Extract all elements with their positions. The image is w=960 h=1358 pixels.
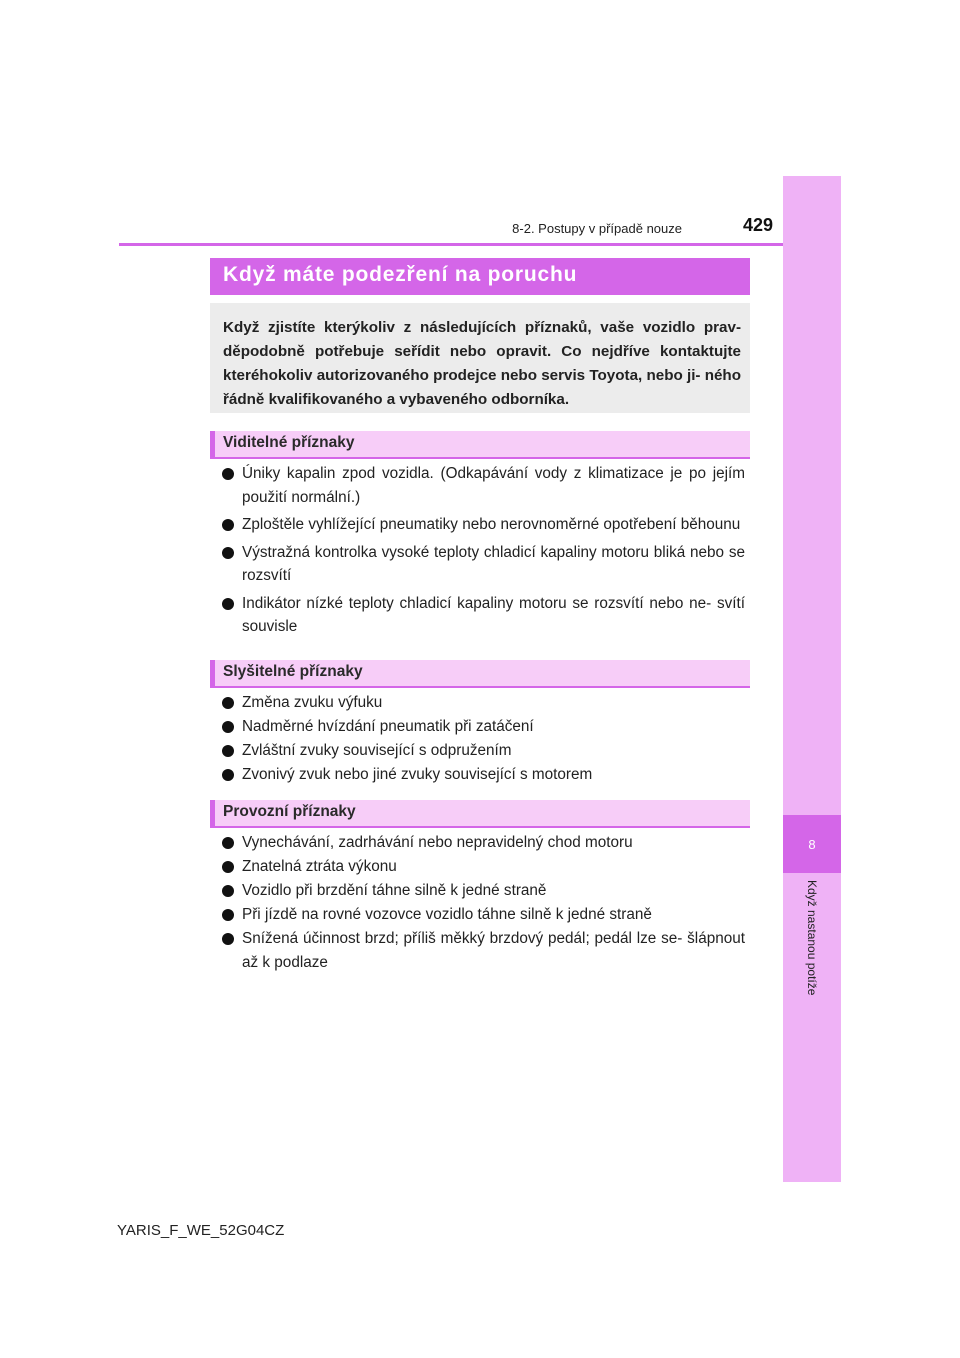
section-heading-label: Provozní příznaky: [223, 803, 356, 820]
list-item: Změna zvuku výfuku: [222, 691, 745, 715]
section-heading-audible: [210, 660, 750, 688]
chapter-title: Když nastanou potíže: [805, 880, 819, 996]
list-item: Výstražná kontrolka vysoké teploty chladicí kapaliny motoru bliká nebo se rozsvítí: [222, 541, 745, 588]
symptom-list-operational: [222, 831, 745, 974]
section-heading-visible: [210, 431, 750, 459]
bullet-icon: [222, 885, 234, 897]
header-section-title: 8-2. Postupy v případě nouze: [512, 221, 682, 236]
bullet-icon: [222, 598, 234, 610]
symptom-list-audible: [222, 691, 745, 787]
section-heading-label: Viditelné příznaky: [223, 434, 355, 451]
page-title-bar: [210, 258, 750, 295]
list-item: Zvláštní zvuky související s odpružením: [222, 739, 745, 763]
intro-text: Když zjistíte kterýkoliv z následujících příznaků, vaše vozidlo prav- děpodobně potřebuje seřídit nebo opravit. Co nejdříve kontaktujte kteréhokoliv autorizovaného prodejce nebo servis Toyota, nebo ji- ného řádně kvalifikovaného a vybaveného odborníka.: [223, 319, 741, 408]
page-title: Když máte podezření na poruchu: [223, 263, 578, 286]
bullet-icon: [222, 468, 234, 480]
page-number: 429: [742, 215, 773, 235]
list-item: Zvonivý zvuk nebo jiné zvuky související s motorem: [222, 763, 745, 787]
bullet-icon: [222, 909, 234, 921]
chapter-side-tab: [783, 176, 841, 1182]
list-item: Snížená účinnost brzd; příliš měkký brzdový pedál; pedál lze se- šlápnout až k podlaze: [222, 927, 745, 974]
bullet-icon: [222, 519, 234, 531]
list-item: Zploštěle vyhlížející pneumatiky nebo nerovnoměrné opotřebení běhounu: [222, 513, 745, 537]
list-item: Nadměrné hvízdání pneumatik při zatáčení: [222, 715, 745, 739]
bullet-icon: [222, 769, 234, 781]
header-divider: [119, 243, 783, 246]
symptom-list-visible: [222, 462, 745, 639]
document-code: YARIS_F_WE_52G04CZ: [117, 1222, 285, 1239]
chapter-title-tab: [783, 880, 841, 1030]
list-item: Při jízdě na rovné vozovce vozidlo táhne silně k jedné straně: [222, 903, 745, 927]
chapter-number-tab: [783, 815, 841, 873]
list-item: Vozidlo při brzdění táhne silně k jedné straně: [222, 879, 745, 903]
bullet-icon: [222, 861, 234, 873]
intro-box: [210, 303, 750, 413]
bullet-icon: [222, 547, 234, 559]
list-item: Vynechávání, zadrhávání nebo nepravidelný chod motoru: [222, 831, 745, 855]
chapter-number: 8: [808, 836, 816, 852]
bullet-icon: [222, 933, 234, 945]
bullet-icon: [222, 837, 234, 849]
bullet-icon: [222, 745, 234, 757]
bullet-icon: [222, 697, 234, 709]
list-item: Znatelná ztráta výkonu: [222, 855, 745, 879]
list-item: Úniky kapalin zpod vozidla. (Odkapávání vody z klimatizace je po jejím použití normální.): [222, 462, 745, 509]
bullet-icon: [222, 721, 234, 733]
section-heading-operational: [210, 800, 750, 828]
section-heading-label: Slyšitelné příznaky: [223, 663, 363, 680]
list-item: Indikátor nízké teploty chladicí kapaliny motoru se rozsvítí nebo ne- svítí souvisle: [222, 592, 745, 639]
